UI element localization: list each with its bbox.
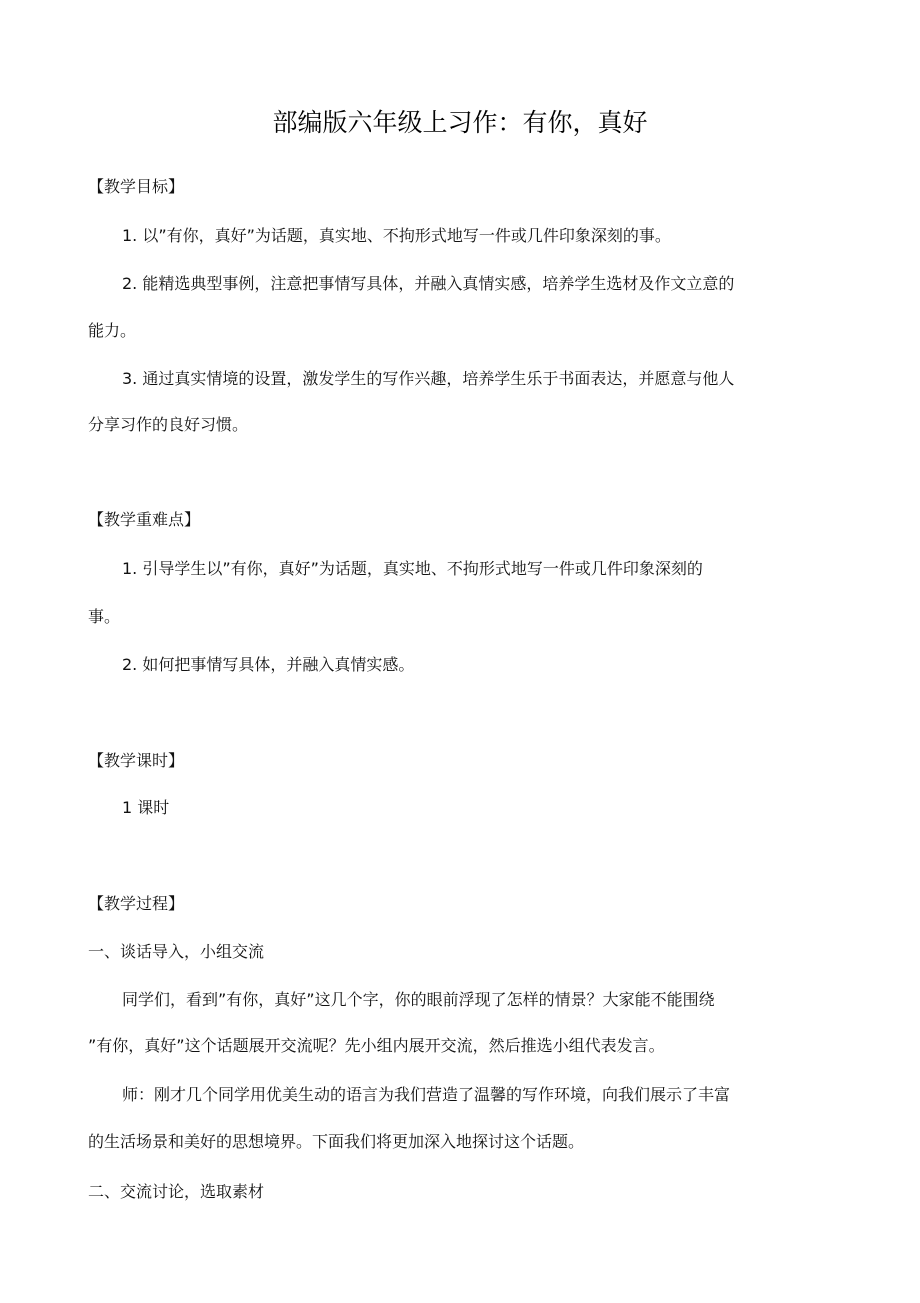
subheading: 一、谈话导入，小组交流 [88,942,265,961]
paragraph: 的生活场景和美好的思想境界。下面我们将更加深入地探讨这个话题。 [88,1132,585,1151]
paragraph: 师：刚才几个同学用优美生动的语言为我们营造了温馨的写作环境，向我们展示了丰富 [122,1085,731,1104]
section-heading-goals: 【教学目标】 [88,177,185,196]
paragraph: 同学们，看到”有你，真好”这几个字，你的眼前浮现了怎样的情景？大家能不能围绕 [122,990,715,1009]
paragraph: 事。 [88,607,121,626]
section-heading-process: 【教学过程】 [88,894,185,913]
paragraph: 1 课时 [122,798,170,817]
document-title: 部编版六年级上习作：有你，真好 [272,108,648,137]
paragraph: 3. 通过真实情境的设置，激发学生的写作兴趣，培养学生乐于书面表达，并愿意与他人 [122,369,735,388]
subheading: 二、交流讨论，选取素材 [88,1182,265,1201]
paragraph: 1. 引导学生以”有你，真好”为话题，真实地、不拘形式地写一件或几件印象深刻的 [122,559,703,578]
paragraph: 分享习作的良好习惯。 [88,415,249,434]
paragraph: 2. 能精选典型事例，注意把事情写具体，并融入真情实感，培养学生选材及作文立意的 [122,274,735,293]
paragraph: 1. 以”有你，真好”为话题，真实地、不拘形式地写一件或几件印象深刻的事。 [122,226,671,245]
paragraph: ”有你，真好”这个话题展开交流呢？先小组内展开交流，然后推选小组代表发言。 [88,1036,665,1055]
paragraph: 能力。 [88,321,137,340]
section-heading-key-points: 【教学重难点】 [88,510,201,529]
section-heading-hours: 【教学课时】 [88,751,185,770]
paragraph: 2. 如何把事情写具体，并融入真情实感。 [122,655,415,674]
